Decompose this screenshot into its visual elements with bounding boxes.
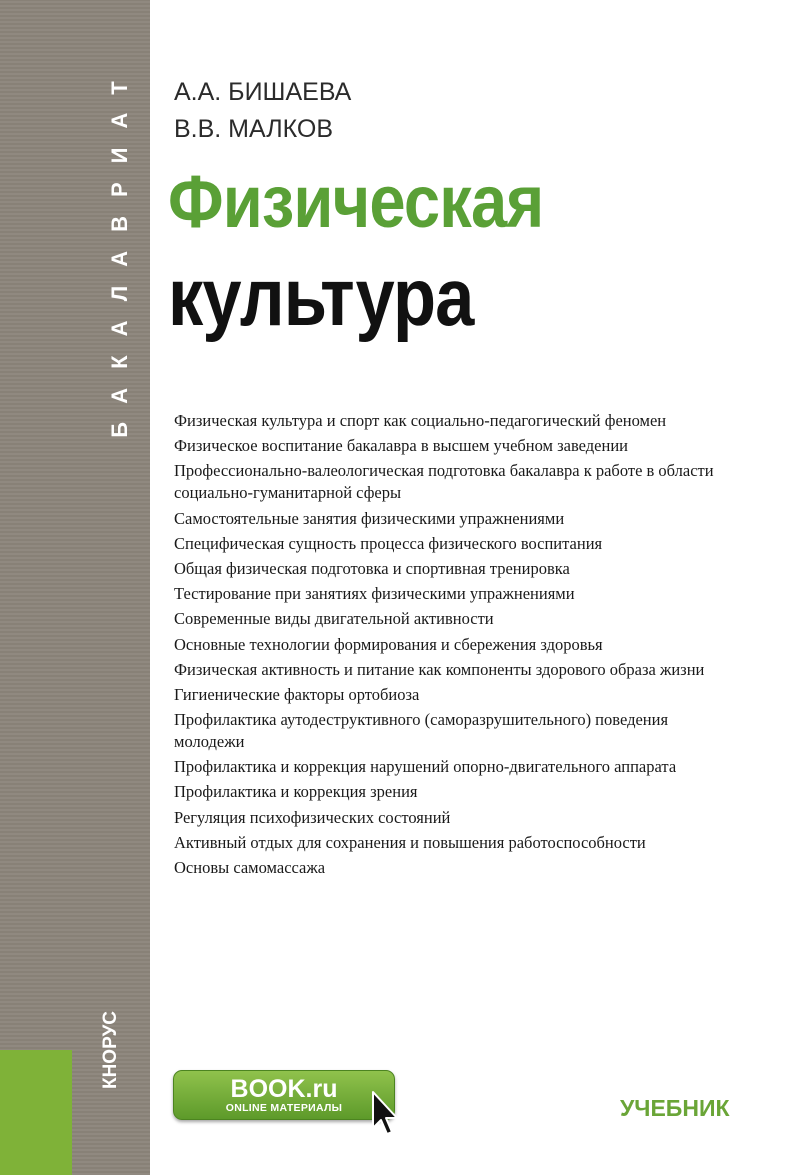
toc-item: Регуляция психофизических состояний [174,807,451,827]
book-ru-sublabel: ONLINE МАТЕРИАЛЫ [225,1102,343,1114]
spine-accent-block [0,1050,72,1175]
title-line-2: культура [168,252,474,343]
toc-item: Профессионально-валеологическая подготовка бакалавра к работе в области социально-гуманитарной сферы [174,461,714,503]
author-name: А.А. БИШАЕВА [174,78,352,106]
toc-item: Специфическая сущность процесса физического воспитания [174,533,603,553]
toc-item: Профилактика и коррекция зрения [174,782,418,802]
author-name: В.В. МАЛКОВ [174,115,334,143]
toc-item: Гигиенические факторы ортобиоза [174,684,420,704]
publisher-logo: КНОРУС [100,1010,121,1090]
toc-item: Физическая культура и спорт как социально-педагогический феномен [174,411,667,430]
document-type-label: УЧЕБНИК [620,1095,730,1121]
toc-item: Современные виды двигательной активности [174,609,494,629]
toc-item: Профилактика аутодеструктивного (саморазрушительного) поведения молодежи [174,710,669,752]
title-line-1: Физическая [168,160,544,243]
book-ru-button[interactable] [173,1070,395,1120]
toc-item: Самостоятельные занятия физическими упражнениями [174,508,565,528]
table-of-contents [174,410,734,882]
series-label: БАКАЛАВРИАТ [107,62,132,438]
authors-block [174,74,351,148]
toc-item: Физическая активность и питание как компоненты здорового образа жизни [174,659,705,679]
toc-item: Общая физическая подготовка и спортивная тренировка [174,558,570,578]
toc-item: Основные технологии формирования и сбережения здоровья [174,634,603,654]
toc-item: Активный отдых для сохранения и повышения работоспособности [174,832,646,852]
book-ru-label: BOOK.ru [230,1075,338,1103]
toc-item: Физическое воспитание бакалавра в высшем учебном заведении [174,436,628,456]
toc-item: Основы самомассажа [174,858,326,877]
cursor-arrow-icon [370,1090,400,1140]
toc-item: Профилактика и коррекция нарушений опорно-двигательного аппарата [174,757,677,777]
toc-item: Тестирование при занятиях физическими упражнениями [174,584,575,604]
